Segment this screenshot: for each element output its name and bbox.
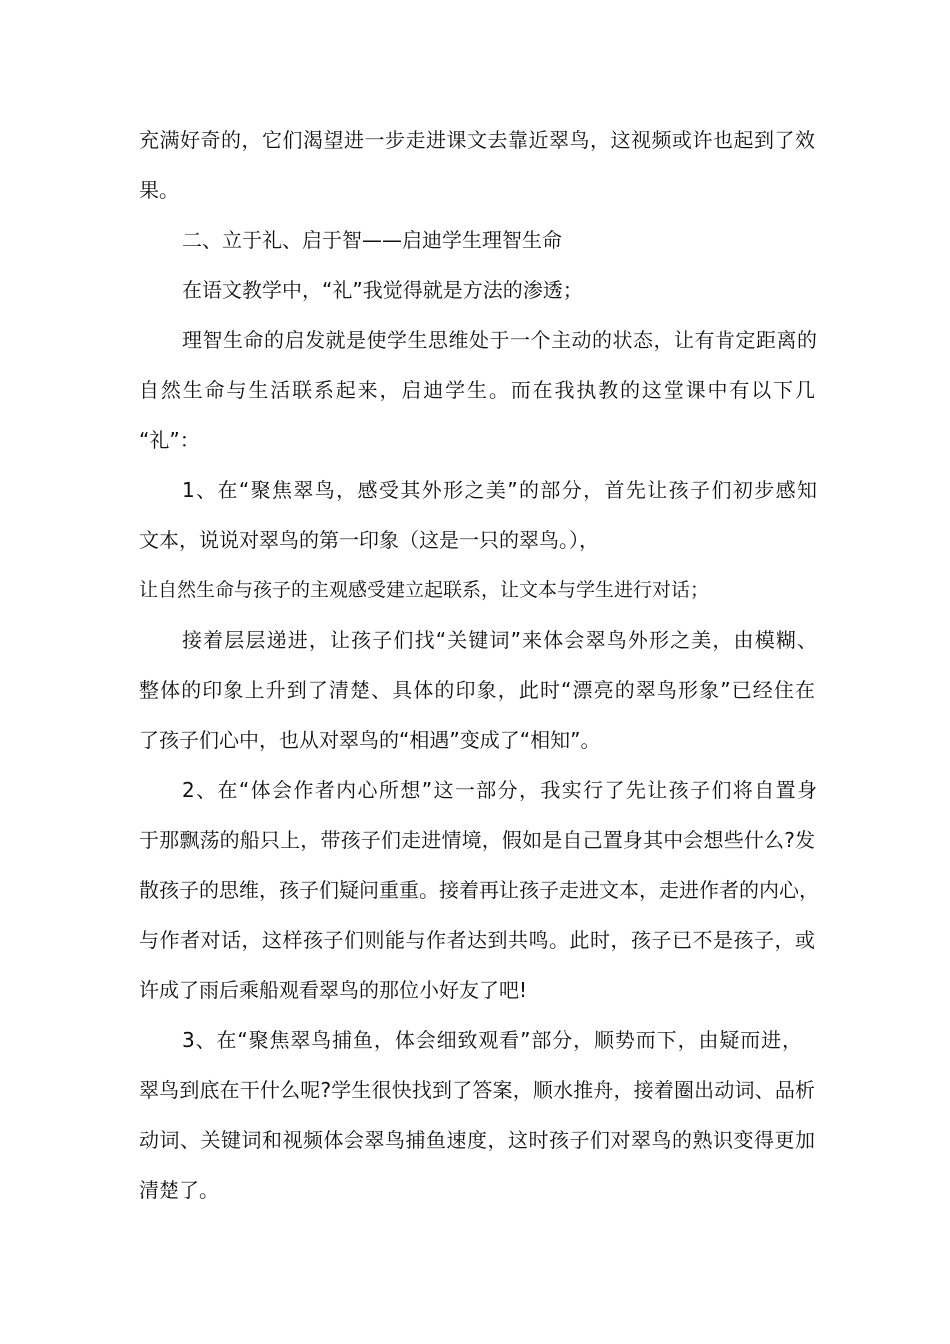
text-line: 了孩子们心中，也从对翠鸟的“相遇”变成了“相知”。 (139, 728, 601, 752)
text-line: 果。 (139, 178, 179, 202)
text-line: 文本，说说对翠鸟的第一印象（这是一只的翠鸟。）， (139, 528, 599, 552)
text-line: 于那飘荡的船只上，带孩子们走进情境，假如是自己置身其中会想些什么?发 (139, 828, 815, 852)
text-line: 2、在“体会作者内心所想”这一部分，我实行了先让孩子们将自置身 (182, 778, 817, 802)
text-line: 让自然生命与孩子的主观感受建立起联系，让文本与学生进行对话； (139, 579, 710, 601)
text-line: 接着层层递进，让孩子们找“关键词”来体会翠鸟外形之美，由模糊、 (182, 628, 817, 652)
text-line: 许成了雨后乘船观看翠鸟的那位小好友了吧! (139, 978, 528, 1002)
text-line: 3、在“聚焦翠鸟捕鱼，体会细致观看”部分，顺势而下，由疑而进， (182, 1028, 802, 1052)
text-line: 翠鸟到底在干什么呢?学生很快找到了答案，顺水推舟，接着圈出动词、品析 (139, 1078, 815, 1102)
text-line: 整体的印象上升到了清楚、具体的印象，此时“漂亮的翠鸟形象”已经住在 (139, 678, 815, 702)
section-heading: 二、立于礼、启于智——启迪学生理智生命 (182, 228, 562, 252)
text-line: 1、在“聚焦翠鸟，感受其外形之美”的部分，首先让孩子们初步感知 (182, 478, 817, 502)
text-line: 与作者对话，这样孩子们则能与作者达到共鸣。此时，孩子已不是孩子，或 (139, 928, 815, 952)
text-line: “礼”： (139, 428, 200, 452)
text-line: 自然生命与生活联系起来，启迪学生。而在我执教的这堂课中有以下几 (139, 378, 815, 402)
text-line: 充满好奇的，它们渴望进一步走进课文去靠近翠鸟，这视频或许也起到了效 (139, 128, 815, 152)
text-line: 在语文教学中，“礼”我觉得就是方法的渗透； (182, 278, 583, 302)
text-line: 动词、关键词和视频体会翠鸟捕鱼速度，这时孩子们对翠鸟的熟识变得更加 (139, 1128, 815, 1152)
text-line: 散孩子的思维，孩子们疑问重重。接着再让孩子走进文本，走进作者的内心， (139, 878, 819, 902)
text-line: 清楚了。 (139, 1178, 219, 1202)
text-line: 理智生命的启发就是使学生思维处于一个主动的状态，让有肯定距离的 (182, 328, 817, 352)
